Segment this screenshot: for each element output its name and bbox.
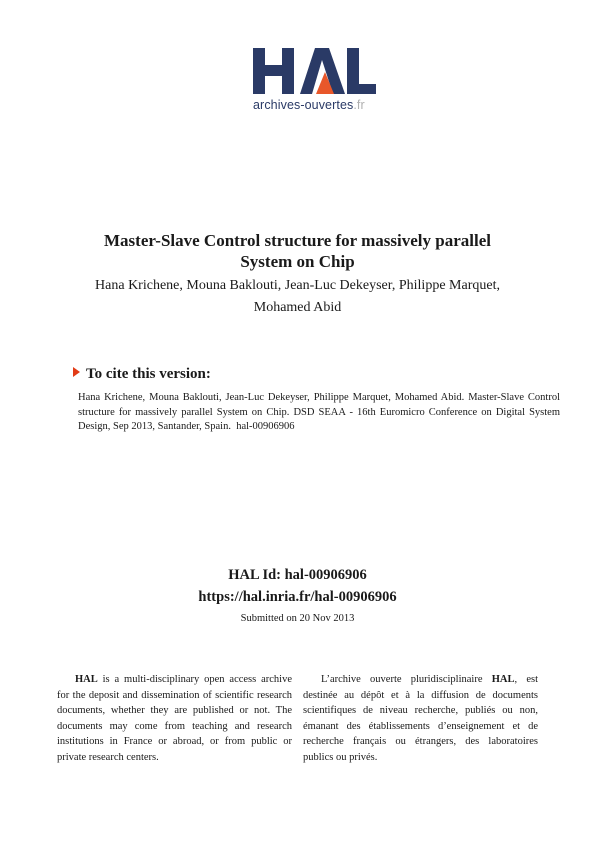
paper-authors [40, 275, 555, 319]
triangle-bullet-icon [73, 367, 80, 377]
hal-id: HAL Id: hal-00906906 [228, 567, 367, 583]
cite-heading: To cite this version: [73, 366, 211, 383]
authors-line-1: Hana Krichene, Mouna Baklouti, Jean-Luc Dekeyser, Philippe Marquet, [95, 278, 500, 293]
title-line-2: System on Chip [240, 252, 355, 271]
blurb-english: HAL is a multi-disciplinary open access archive for the deposit and dissemination of scientific research documents, whether they are published or not. The documents may come from teaching and research institutions in France or abroad, or from public or private research centers. [57, 674, 292, 763]
hal-tagline: archives-ouvertes.fr [253, 98, 365, 112]
authors-line-2: Mohamed Abid [253, 300, 342, 315]
hal-url-link[interactable]: https://hal.inria.fr/hal-00906906 [198, 589, 397, 605]
paper-title [40, 230, 555, 272]
submitted-date: Submitted on 20 Nov 2013 [240, 613, 355, 624]
blurb-french: L’archive ouverte pluridisciplinaire HAL, est destinée au dépôt et à la diffusion de documents scientifiques de niveau recherche, publiés ou non, émanant des établissements d’enseignement et de recherche français ou étrangers, des laboratoires publics ou privés. [303, 674, 538, 763]
cite-text: Hana Krichene, Mouna Baklouti, Jean-Luc Dekeyser, Philippe Marquet, Mohamed Abid. Master-Slave Control structure for massively parallel System on Chip. DSD SEAA - 16th Euromicro Conference on Digital System Design, Sep 2013, Santander, Spain. hal-00906906 [78, 392, 560, 432]
title-line-1: Master-Slave Control structure for massively parallel [104, 231, 491, 250]
